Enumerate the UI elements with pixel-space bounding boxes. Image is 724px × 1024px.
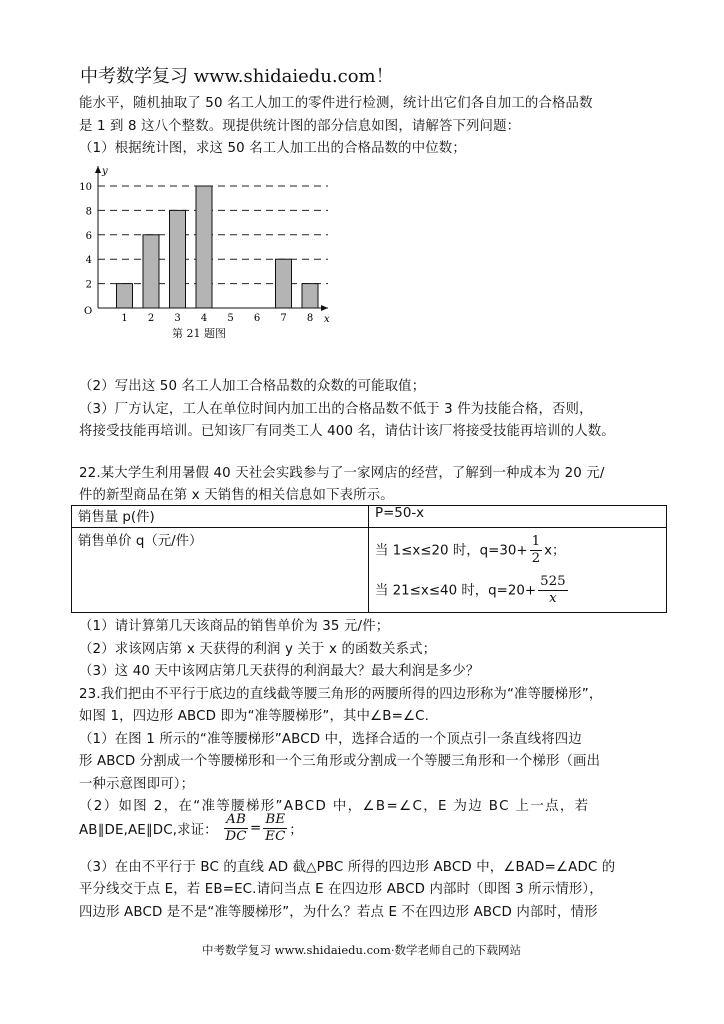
y-tick-label: 6	[85, 230, 92, 242]
q22-part2: （2）求该网店第 x 天获得的利润 y 关于 x 的函数关系式；	[79, 642, 437, 657]
q23-part1-line2: 形 ABCD 分割成一个等腰梯形和一个三角形或分割成一个等腰三角形和一个梯形（画出	[79, 754, 601, 769]
q21-part1: （1）根据统计图，求这 50 名工人加工出的合格品数的中位数；	[79, 141, 466, 156]
x-tick-label: 5	[227, 313, 234, 324]
fraction-numerator: BE	[265, 812, 286, 827]
price-condition-1-suffix: x；	[544, 543, 566, 559]
q23-line2: 如图 1，四边形 ABCD 即为“准等腰梯形”，其中∠B=∠C.	[79, 709, 430, 724]
q21-intro-line2: 是 1 到 8 这八个整数。现提供统计图的部分信息如图，请解答下列问题：	[79, 119, 521, 134]
x-tick-label: 4	[200, 313, 208, 324]
q23-part2-proof-line	[79, 812, 303, 845]
q21-part3-line1: （3）厂方认定，工人在单位时间内加工出的合格品数不低于 3 件为技能合格，否则，	[79, 402, 593, 417]
q23-part3-line2: 平分线交于点 E，若 EB=EC.请问当点 E 在四边形 ABCD 内部时（即图 3 所示情形），	[79, 882, 603, 897]
q21-bar-chart	[72, 160, 352, 345]
q23-part3-line1: （3）在由不平行于 BC 的直线 AD 截△PBC 所得的四边形 ABCD 中，∠BAD=∠ADC 的	[79, 860, 616, 875]
q22-line2: 件的新型商品在第 x 天销售的相关信息如下表所示。	[79, 488, 394, 503]
proof-suffix: ；	[289, 823, 303, 838]
fraction-numerator: 1	[531, 534, 541, 549]
x-axis-arrow	[321, 305, 328, 311]
q21-intro-line1: 能水平，随机抽取了 50 名工人加工的零件进行检测，统计出它们各自加工的合格品数	[79, 96, 593, 111]
x-tick-label: 7	[280, 313, 287, 324]
fraction-525-over-x	[538, 574, 568, 607]
fraction-denominator: EC	[265, 829, 286, 844]
q23-part2-line1: （2）如图 2，在“准等腰梯形”ABCD 中，∠B=∠C，E 为边 BC 上一点，若	[79, 799, 590, 814]
fraction-denominator: x	[549, 591, 557, 606]
proof-prefix: AB∥DE,AE∥DC,求证：	[79, 823, 218, 838]
fraction-denominator: 2	[531, 551, 541, 566]
page-header-title: 中考数学复习 www.shidaiedu.com！	[80, 66, 394, 87]
x-axis-label: x	[324, 314, 330, 325]
y-tick-label: 4	[85, 255, 92, 267]
bar-x-3	[170, 210, 186, 308]
q23-part1-line3: 一种示意图即可）；	[79, 777, 195, 792]
bar-x-2	[143, 235, 159, 308]
x-tick-label: 6	[253, 313, 261, 324]
price-condition-1	[375, 534, 660, 574]
q21-part2: （2）写出这 50 名工人加工合格品数的众数的可能取值；	[79, 379, 426, 394]
equals-sign: =	[249, 821, 262, 836]
q22-line1: 22.某大学生利用暑假 40 天社会实践参与了一家网店的经营，了解到一种成本为 20 元/	[79, 466, 605, 481]
table-cell-unit-price-label: 销售单价 q（元/件）	[72, 528, 369, 613]
fraction-one-half	[530, 534, 543, 567]
q22-part3: （3）这 40 天中该网店第几天获得的利润最大？最大利润是多少？	[79, 664, 480, 679]
y-tick-label: 8	[85, 206, 92, 218]
price-condition-1-prefix: 当 1≤x≤20 时，q=30+	[375, 543, 528, 559]
q23-part1-line1: （1）在图 1 所示的“准等腰梯形”ABCD 中，选择合适的一个顶点引一条直线将四边	[79, 732, 582, 747]
y-axis-label: y	[102, 166, 108, 177]
x-tick-label: 2	[147, 313, 155, 324]
fraction-numerator: AB	[226, 812, 246, 827]
x-tick-label: 3	[174, 313, 181, 324]
fraction-denominator: DC	[225, 829, 247, 844]
q23-part3-line3: 四边形 ABCD 是不是“准等腰梯形”，为什么？若点 E 不在四边形 ABCD 内部时，情形	[79, 905, 598, 920]
q21-part3-line2: 将接受技能再培训。已知该厂有同类工人 400 名，请估计该厂将接受技能再培训的人数。	[79, 424, 615, 439]
q22-part1: （1）请计算第几天该商品的销售单价为 35 元/件；	[79, 619, 390, 634]
bar-x-1	[117, 284, 133, 308]
bar-x-8	[302, 284, 318, 308]
x-tick-label: 1	[121, 313, 128, 324]
page-footer: 中考数学复习 www.shidaiedu.com·数学老师自己的下载网站	[202, 943, 522, 957]
y-tick-label: 2	[85, 279, 92, 291]
x-tick-label: 8	[306, 313, 314, 324]
bar-x-7	[276, 259, 292, 308]
y-axis-arrow	[95, 166, 101, 173]
origin-label: O	[84, 306, 93, 317]
bar-x-4	[196, 186, 212, 308]
q22-sales-table	[71, 505, 667, 613]
price-condition-2	[375, 574, 660, 612]
table-cell-sales-volume-label: 销售量 p(件)	[72, 506, 369, 528]
table-cell-sales-volume-formula: P=50-x	[369, 506, 667, 528]
price-condition-2-prefix: 当 21≤x≤40 时，q=20+	[375, 583, 537, 599]
fraction-ab-over-dc	[224, 812, 248, 845]
fraction-numerator: 525	[540, 574, 566, 589]
q23-line1: 23.我们把由不平行于底边的直线截等腰三角形的两腰所得的四边形称为“准等腰梯形”，	[79, 687, 603, 702]
fraction-be-over-ec	[263, 812, 287, 845]
q21-figure-caption: 第 21 题图	[172, 327, 226, 340]
y-tick-label: 10	[79, 182, 92, 193]
table-cell-unit-price-formula	[369, 528, 667, 613]
